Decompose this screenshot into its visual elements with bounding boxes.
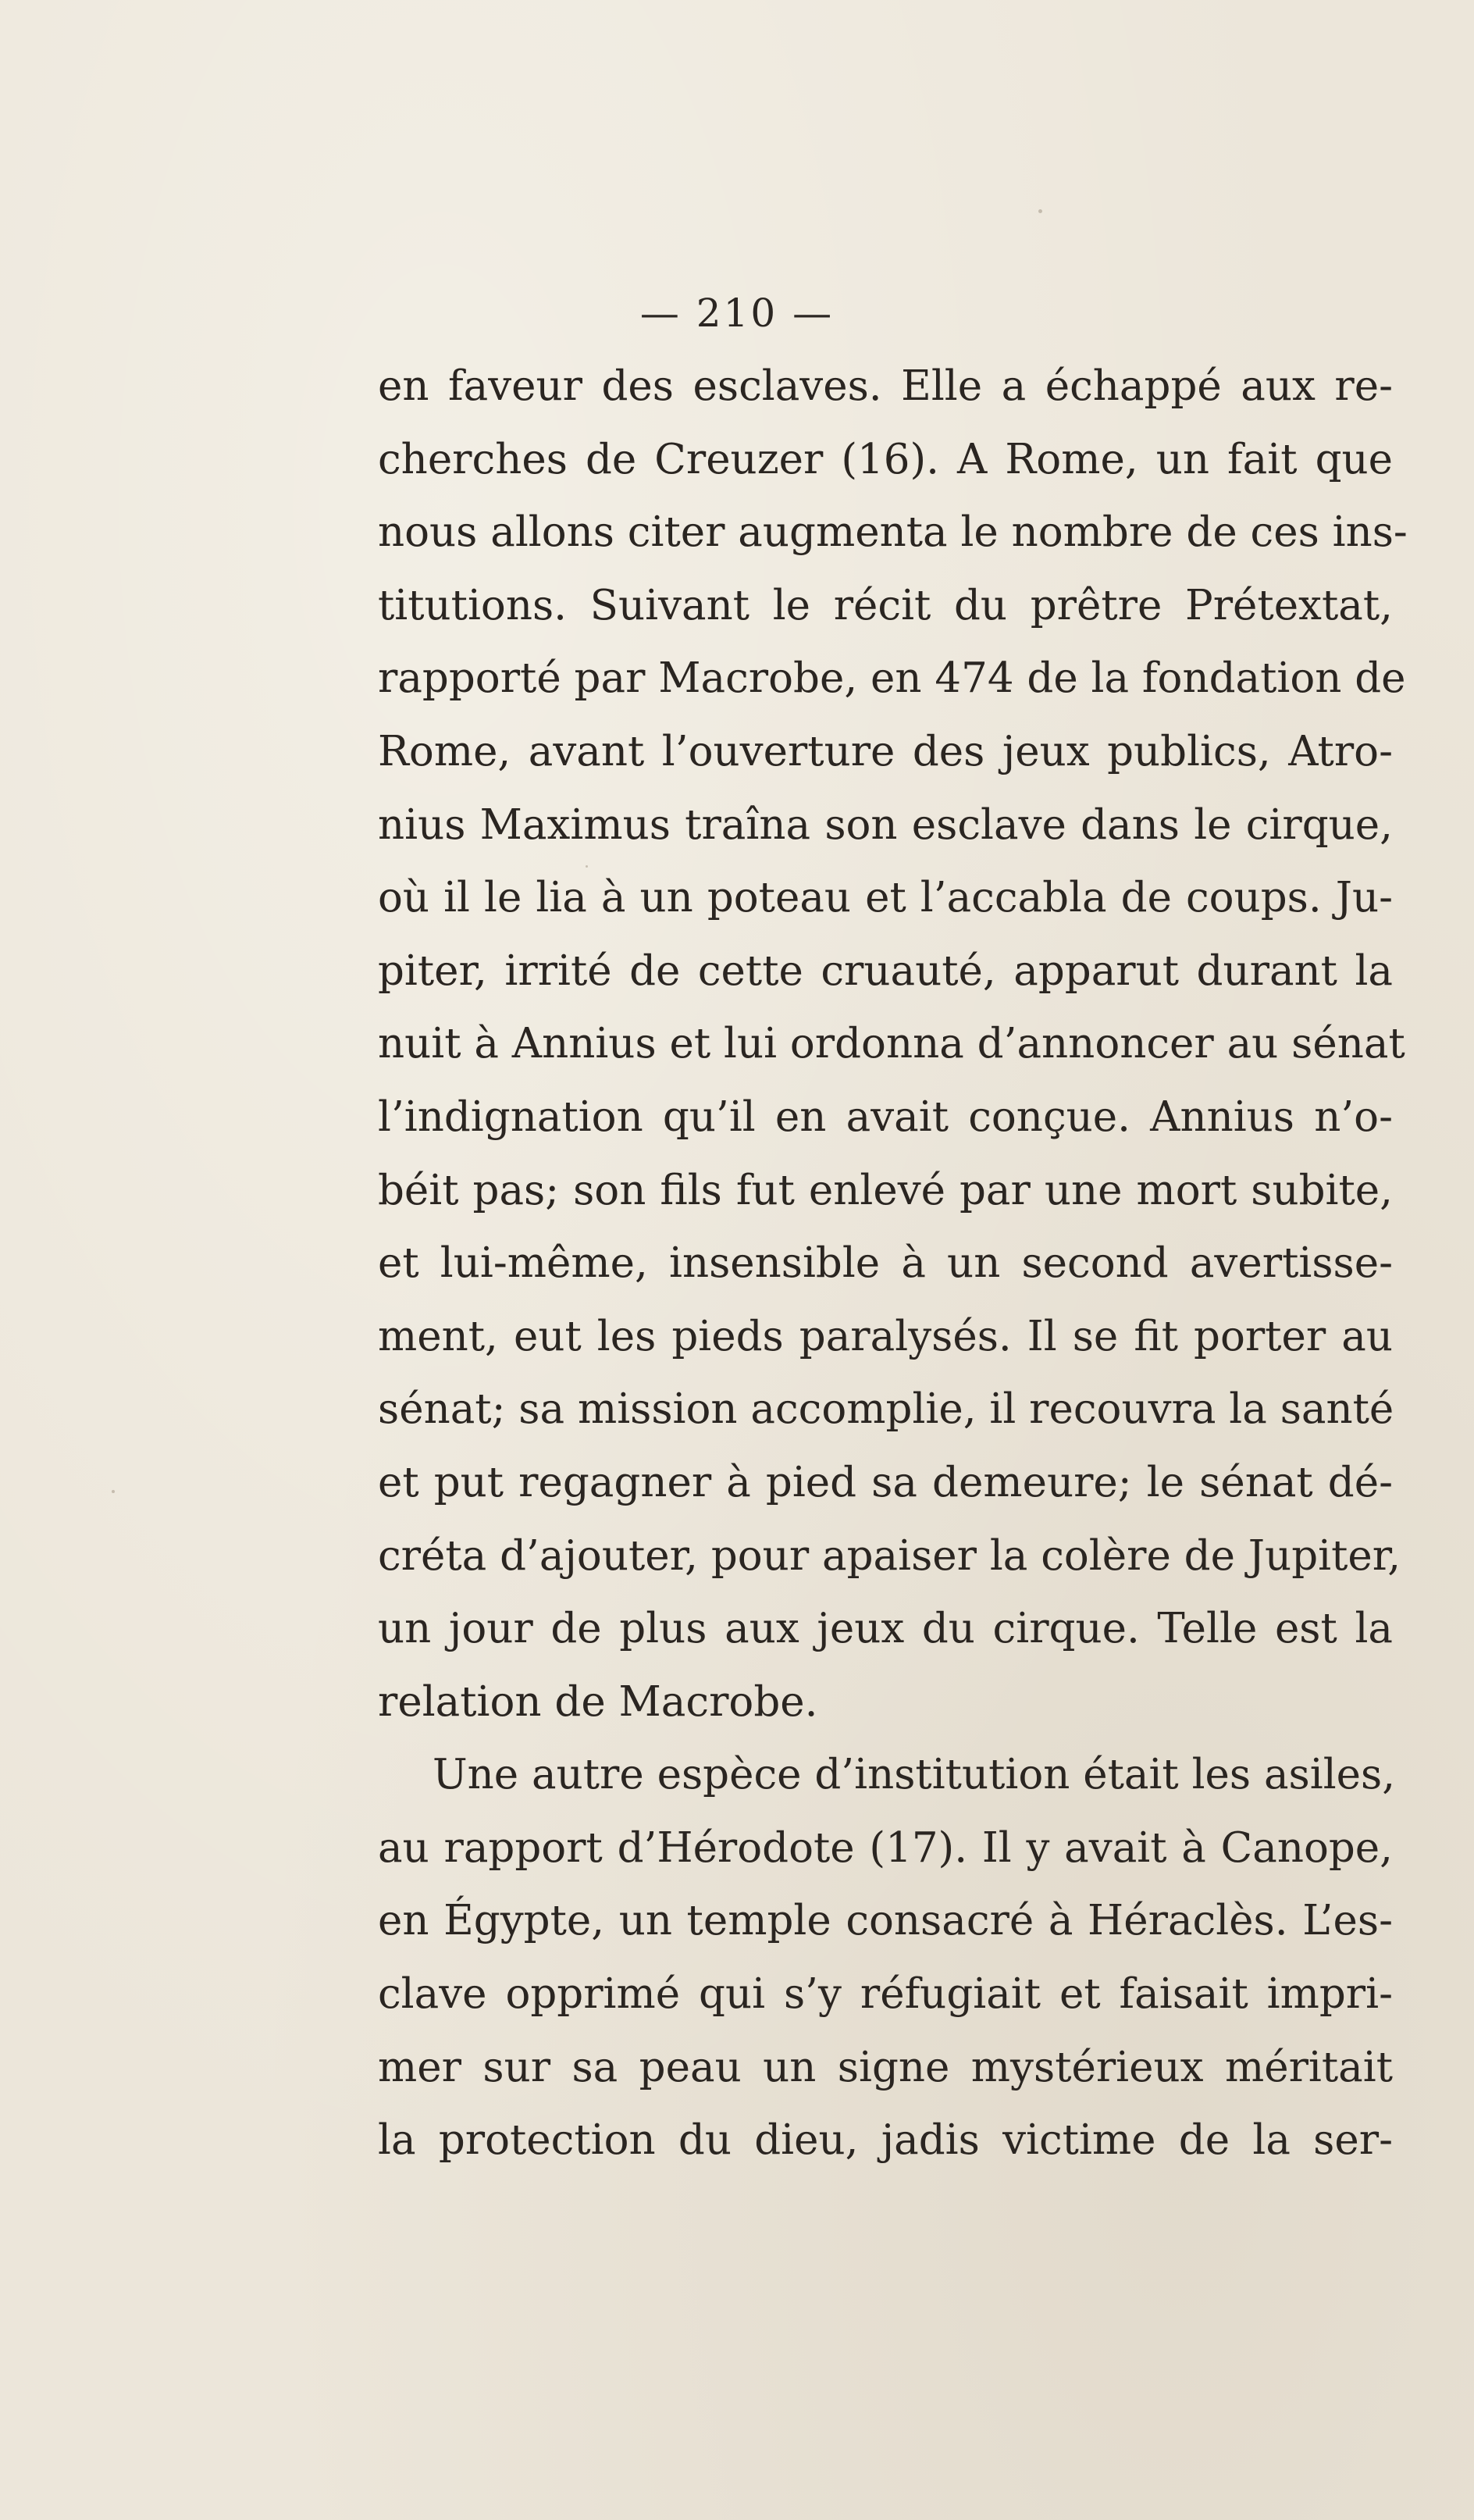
text-line: béit pas; son fils fut enlevé par une mort subite,	[378, 1166, 1393, 1214]
text-line: nuit à Annius et lui ordonna d’annoncer au sénat	[378, 1020, 1405, 1068]
text-line: un jour de plus aux jeux du cirque. Telle est la	[378, 1605, 1393, 1653]
text-line: nous allons citer augmenta le nombre de ces ins-	[378, 508, 1408, 557]
text-line: l’indignation qu’il en avait conçue. Annius n’o-	[378, 1092, 1393, 1141]
text-line: piter, irrité de cette cruauté, apparut durant la	[378, 946, 1393, 995]
text-line: cherches de Creuzer (16). A Rome, un fait que	[378, 435, 1393, 483]
text-line: où il le lia à un poteau et l’accabla de coups. Ju-	[378, 874, 1393, 922]
text-line: nius Maximus traîna son esclave dans le cirque,	[378, 800, 1393, 849]
text-line: et lui-même, insensible à un second avertisse-	[378, 1239, 1393, 1288]
text-line: Une autre espèce d’institution était les asiles,	[433, 1751, 1396, 1799]
text-line: mer sur sa peau un signe mystérieux méritait	[378, 2043, 1393, 2091]
paper-speck	[1038, 209, 1042, 213]
text-line: clave opprimé qui s’y réfugiait et faisait impri-	[378, 1970, 1393, 2019]
text-line: au rapport d’Hérodote (17). Il y avait à Canope,	[378, 1823, 1393, 1872]
text-line: en faveur des esclaves. Elle a échappé aux re-	[378, 362, 1393, 410]
text-line: créta d’ajouter, pour apaiser la colère de Jupiter,	[378, 1531, 1401, 1580]
text-line: sénat; sa mission accomplie, il recouvra la santé	[378, 1385, 1394, 1434]
paper-speck	[112, 1490, 115, 1493]
body-text	[378, 350, 1408, 2177]
text-line: Rome, avant l’ouverture des jeux publics, Atro-	[378, 727, 1393, 775]
page-number: — 210 —	[639, 290, 835, 336]
text-line: et put regagner à pied sa demeure; le sénat dé-	[378, 1458, 1393, 1506]
paper-speck	[586, 865, 588, 868]
text-line: rapporté par Macrobe, en 474 de la fondation de	[378, 654, 1406, 703]
text-line: relation de Macrobe.	[378, 1677, 818, 1726]
text-line: ment, eut les pieds paralysés. Il se fit porter au	[378, 1312, 1393, 1360]
text-line: la protection du dieu, jadis victime de la ser-	[378, 2116, 1393, 2165]
text-line: titutions. Suivant le récit du prêtre Prétextat,	[378, 581, 1393, 629]
text-line: en Égypte, un temple consacré à Héraclès. L’es-	[378, 1897, 1393, 1945]
